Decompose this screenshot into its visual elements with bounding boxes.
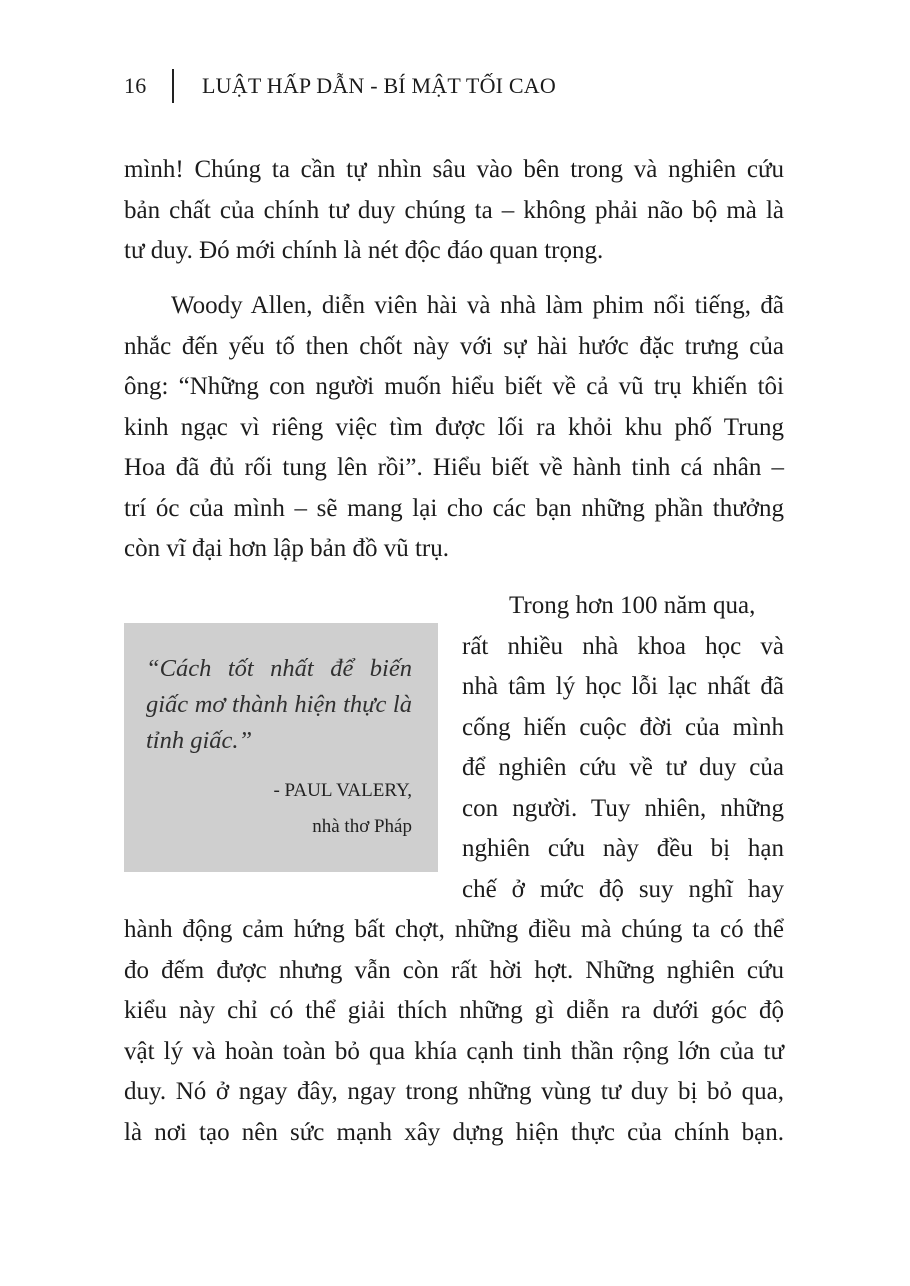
- text-line: kiểu này chỉ có thể giải thích những gì diễn ra dưới góc độ: [124, 997, 784, 1024]
- text-line: nhà tâm lý học lỗi lạc nhất đã: [462, 673, 784, 700]
- pull-quote-box: [124, 623, 438, 872]
- page-number: 16: [124, 73, 147, 98]
- running-title: LUẬT HẤP DẪN - BÍ MẬT TỐI CAO: [202, 73, 556, 98]
- text-line: ông: “Những con người muốn hiểu biết về cả vũ trụ khiến tôi: [124, 373, 784, 400]
- text-line: đo đếm được nhưng vẫn còn rất hời hợt. Những nghiên cứu: [124, 956, 784, 984]
- page-header: [124, 68, 556, 104]
- text-line: mình! Chúng ta cần tự nhìn sâu vào bên trong và nghiên cứu: [124, 156, 784, 183]
- paragraph-3-continued: [124, 910, 784, 1153]
- text-line: để nghiên cứu về tư duy của: [462, 754, 784, 781]
- text-line: Hoa đã đủ rối tung lên rồi”. Hiểu biết về hành tinh cá nhân –: [124, 454, 784, 481]
- text-line: là nơi tạo nên sức mạnh xây dựng hiện thực của chính bạn.: [124, 1118, 784, 1146]
- text-line: chế ở mức độ suy nghĩ hay: [462, 875, 784, 903]
- text-line: hành động cảm hứng bất chợt, những điều mà chúng ta có thể: [124, 916, 784, 943]
- quote-author-role: nhà thơ Pháp: [312, 816, 412, 837]
- text-line: Trong hơn 100 năm qua,: [509, 592, 756, 619]
- quote-author: - PAUL VALERY,: [273, 780, 412, 801]
- text-line: nhắc đến yếu tố then chốt này với sự hài hước đặc trưng của: [124, 332, 784, 360]
- header-divider: [172, 69, 174, 103]
- text-line: cống hiến cuộc đời của mình: [462, 713, 784, 741]
- text-line: tư duy. Đó mới chính là nét độc đáo quan trọng.: [124, 237, 604, 264]
- text-line: duy. Nó ở ngay đây, ngay trong những vùng tư duy bị bỏ qua,: [124, 1078, 784, 1105]
- text-line: trí óc của mình – sẽ mang lại cho các bạn những phần thưởng: [124, 494, 784, 522]
- text-line: còn vĩ đại hơn lập bản đồ vũ trụ.: [124, 535, 449, 562]
- text-line: Woody Allen, diễn viên hài và nhà làm phim nổi tiếng, đã: [171, 292, 784, 319]
- text-line: nghiên cứu này đều bị hạn: [462, 835, 784, 862]
- paragraph-2: [124, 286, 784, 570]
- text-line: rất nhiều nhà khoa học và: [462, 632, 784, 660]
- text-line: bản chất của chính tư duy chúng ta – không phải não bộ mà là: [124, 196, 784, 224]
- paragraph-3-column: [462, 586, 784, 910]
- paragraph-1: [124, 150, 784, 272]
- quote-text: “Cách tốt nhất để biến giấc mơ thành hiện thực là tỉnh giấc.”: [146, 655, 412, 754]
- text-line: vật lý và hoàn toàn bỏ qua khía cạnh tinh thần rộng lớn của tư: [124, 1037, 784, 1065]
- text-line: con người. Tuy nhiên, những: [462, 794, 784, 822]
- text-line: kinh ngạc vì riêng việc tìm được lối ra khỏi khu phố Trung: [124, 413, 784, 441]
